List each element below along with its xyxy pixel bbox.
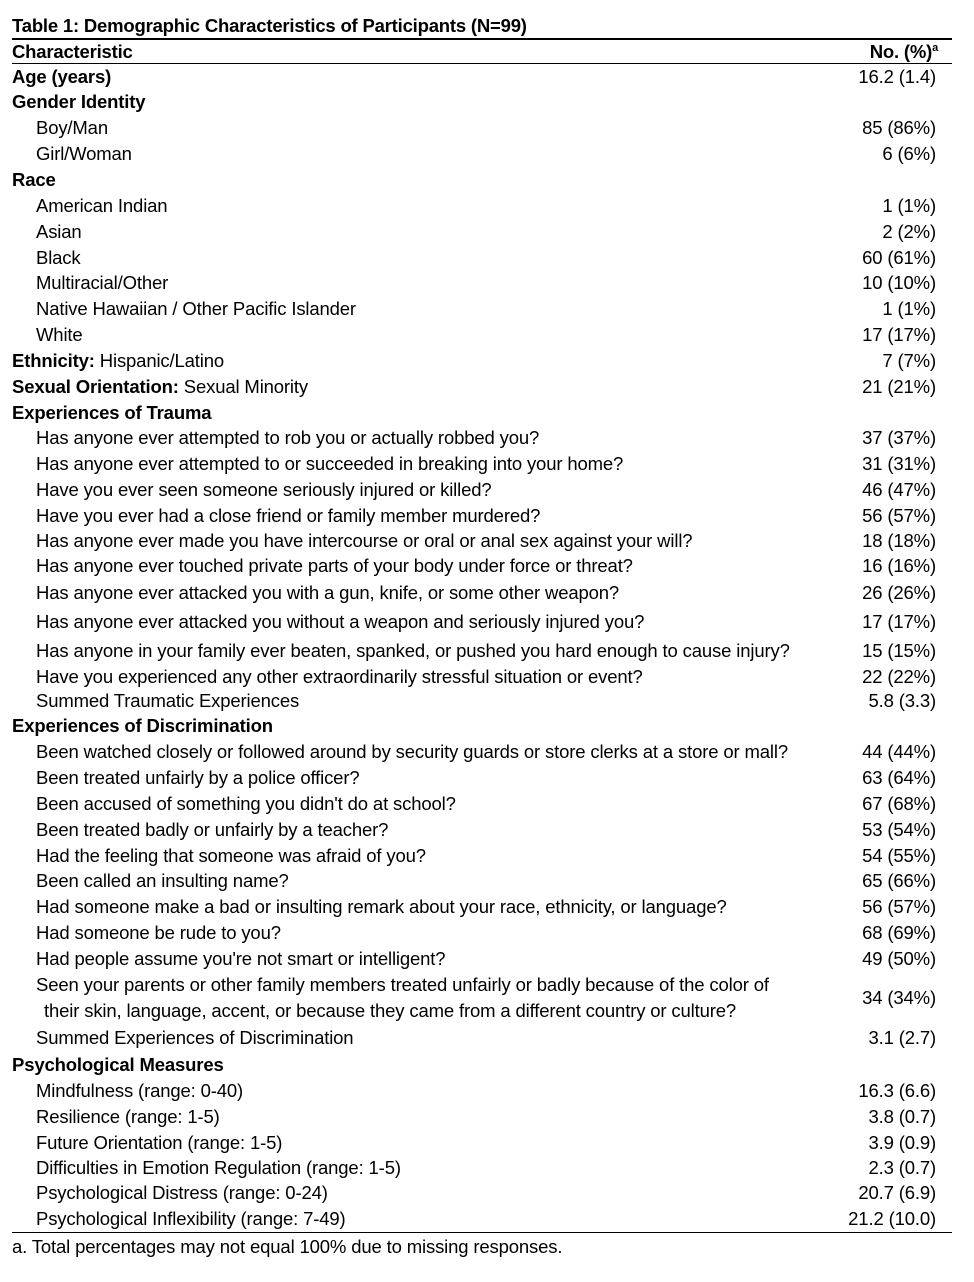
row-value: 34 (34%) xyxy=(862,987,936,1008)
row-value: 3.9 (0.9) xyxy=(868,1131,936,1153)
row-value: 17 (17%) xyxy=(862,611,936,632)
table-row xyxy=(12,817,952,843)
row-value: 68 (69%) xyxy=(862,922,936,943)
table-row xyxy=(12,296,952,322)
row-label: Asian xyxy=(36,221,82,242)
footnote-marker: a xyxy=(932,41,938,54)
row-value: 56 (57%) xyxy=(862,504,936,526)
table-row xyxy=(12,451,952,477)
row-value: 7 (7%) xyxy=(882,350,936,371)
table-row xyxy=(12,1180,952,1206)
table-row xyxy=(12,665,952,689)
table-row-ethnicity: Ethnicity: Hispanic/Latino 7 (7%) xyxy=(12,348,952,374)
table-row xyxy=(12,219,952,245)
row-value: 16.3 (6.6) xyxy=(858,1080,936,1101)
table-row xyxy=(12,425,952,451)
table-row xyxy=(12,894,952,920)
row-label: Had people assume you're not smart or intelligent? xyxy=(36,948,446,969)
col-value: No. (%)$^a$ xyxy=(869,41,938,62)
table-row xyxy=(12,193,952,219)
table-row xyxy=(12,322,952,348)
row-label: Been called an insulting name? xyxy=(36,870,289,891)
section-heading-psych: Psychological Measures xyxy=(12,1054,224,1075)
row-label: Been accused of something you didn't do at school? xyxy=(36,793,456,814)
row-value: 3.8 (0.7) xyxy=(868,1106,936,1127)
row-label: American Indian xyxy=(36,195,168,216)
row-label: White xyxy=(36,324,83,345)
row-value: 85 (86%) xyxy=(862,117,936,138)
table-row-family-discrimination: Seen your parents or other family members treated unfairly or badly because of the color of their skin, language, accent, or because they came from a different country or culture? 34 (34%) xyxy=(12,972,952,1024)
table-row xyxy=(12,689,952,713)
row-value: 56 (57%) xyxy=(862,896,936,917)
row-value: 31 (31%) xyxy=(862,453,936,474)
row-label: Summed Traumatic Experiences xyxy=(36,690,300,711)
row-label: Had someone make a bad or insulting remark about your race, ethnicity, or language? xyxy=(36,896,727,917)
demographics-table xyxy=(12,14,952,1261)
row-label: Girl/Woman xyxy=(36,143,132,164)
row-label: Have you experienced any other extraordinarily stressful situation or event? xyxy=(36,666,643,687)
psych-rows xyxy=(12,1078,952,1232)
row-value: 26 (26%) xyxy=(862,582,936,603)
row-label: Psychological Distress (range: 0-24) xyxy=(36,1182,328,1203)
row-value: 15 (15%) xyxy=(862,640,936,661)
table-row xyxy=(12,245,952,270)
table-row xyxy=(12,637,952,665)
table-row xyxy=(12,503,952,528)
section-heading-trauma: Experiences of Trauma xyxy=(12,401,212,423)
row-value: 6 (6%) xyxy=(882,143,936,164)
row-value: 37 (37%) xyxy=(862,427,936,448)
table-row xyxy=(12,1078,952,1104)
row-value: 46 (47%) xyxy=(862,479,936,500)
table-row xyxy=(12,843,952,868)
table-row xyxy=(12,141,952,167)
row-label: Age (years) xyxy=(12,65,112,87)
row-label: Black xyxy=(36,246,81,268)
row-value: 54 (55%) xyxy=(862,844,936,866)
row-label: Have you ever had a close friend or family member murdered? xyxy=(36,504,541,526)
table-row xyxy=(12,528,952,553)
table-row xyxy=(12,1206,952,1232)
row-value: 1 (1%) xyxy=(882,298,936,319)
row-label: Multiracial/Other xyxy=(36,272,169,293)
row-label: Been treated unfairly by a police officer? xyxy=(36,767,360,788)
row-label: Have you ever seen someone seriously injured or killed? xyxy=(36,479,492,500)
table-row xyxy=(12,477,952,503)
row-label: Future Orientation (range: 1-5) xyxy=(36,1131,283,1153)
row-value: 10 (10%) xyxy=(862,272,936,293)
row-label: Difficulties in Emotion Regulation (range: 1-5) xyxy=(36,1156,401,1178)
row-label: Native Hawaiian / Other Pacific Islander xyxy=(36,298,356,319)
gender-rows xyxy=(12,115,952,167)
table-row xyxy=(12,868,952,894)
table-row xyxy=(12,739,952,765)
table-row xyxy=(12,791,952,817)
row-label: Resilience (range: 1-5) xyxy=(36,1106,220,1127)
row-value: 16.2 (1.4) xyxy=(858,65,936,87)
table-row xyxy=(12,920,952,946)
table-row xyxy=(12,115,952,141)
row-label: Had the feeling that someone was afraid of you? xyxy=(36,844,426,866)
row-label: Had someone be rude to you? xyxy=(36,922,281,943)
row-value: 16 (16%) xyxy=(862,555,936,576)
table-header xyxy=(12,40,952,63)
row-label: Boy/Man xyxy=(36,117,108,138)
table-row xyxy=(12,1130,952,1155)
section-heading-gender: Gender Identity xyxy=(12,91,146,112)
row-value: 1 (1%) xyxy=(882,195,936,216)
table-row-sexual-orientation: Sexual Orientation: Sexual Minority 21 (21%) xyxy=(12,374,952,400)
row-label: Has anyone ever touched private parts of your body under force or threat? xyxy=(36,555,633,576)
row-value: 49 (50%) xyxy=(862,948,936,969)
table-row xyxy=(12,607,952,637)
race-rows xyxy=(12,193,952,348)
row-value: 2.3 (0.7) xyxy=(868,1156,936,1178)
row-label: Has anyone ever attacked you with a gun, knife, or some other weapon? xyxy=(36,582,620,603)
row-value: 21.2 (10.0) xyxy=(848,1208,936,1229)
row-value: 17 (17%) xyxy=(862,324,936,345)
row-label: Been treated badly or unfairly by a teacher? xyxy=(36,819,389,840)
row-value: 65 (66%) xyxy=(862,870,936,891)
row-label: Has anyone ever made you have intercourse or oral or anal sex against your will? xyxy=(36,529,693,551)
section-heading-discrimination: Experiences of Discrimination xyxy=(12,715,273,736)
row-label: Has anyone ever attempted to rob you or actually robbed you? xyxy=(36,427,540,448)
table-row xyxy=(12,765,952,791)
table-row-age xyxy=(12,64,952,89)
row-label: Has anyone in your family ever beaten, spanked, or pushed you hard enough to cause injury? xyxy=(36,640,790,661)
table-row xyxy=(12,946,952,972)
discrimination-rows xyxy=(12,739,952,972)
table-row xyxy=(12,553,952,579)
row-label: Psychological Inflexibility (range: 7-49) xyxy=(36,1208,346,1229)
row-value: 20.7 (6.9) xyxy=(858,1182,936,1203)
table-row xyxy=(12,1104,952,1130)
table-title: Table 1: Demographic Characteristics of Participants (N=99) xyxy=(12,15,527,36)
section-heading-race: Race xyxy=(12,169,56,190)
row-value: 53 (54%) xyxy=(862,819,936,840)
row-value: 18 (18%) xyxy=(862,529,936,551)
col-characteristic: Characteristic xyxy=(12,41,133,62)
table-footnote: a. Total percentages may not equal 100% due to missing responses. xyxy=(12,1236,563,1257)
row-value: 44 (44%) xyxy=(862,741,936,762)
row-label: Been watched closely or followed around by security guards or store clerks at a store or mall? xyxy=(36,741,788,762)
row-value: 22 (22%) xyxy=(862,666,936,687)
row-value: 3.1 (2.7) xyxy=(868,1027,936,1048)
row-label: Has anyone ever attacked you without a weapon and seriously injured you? xyxy=(36,611,645,632)
row-value: 2 (2%) xyxy=(882,221,936,242)
table-row xyxy=(12,579,952,607)
trauma-rows xyxy=(12,425,952,713)
row-value: 63 (64%) xyxy=(862,767,936,788)
row-value: 21 (21%) xyxy=(862,376,936,397)
row-label: Has anyone ever attempted to or succeeded in breaking into your home? xyxy=(36,453,624,474)
row-value: 67 (68%) xyxy=(862,793,936,814)
row-value: 60 (61%) xyxy=(862,246,936,268)
row-value: 5.8 (3.3) xyxy=(868,690,936,711)
row-label: Mindfulness (range: 0-40) xyxy=(36,1080,244,1101)
table-row-summed-discrimination: Summed Experiences of Discrimination 3.1 (2.7) xyxy=(12,1024,952,1052)
table-row xyxy=(12,1155,952,1180)
table-row xyxy=(12,270,952,296)
